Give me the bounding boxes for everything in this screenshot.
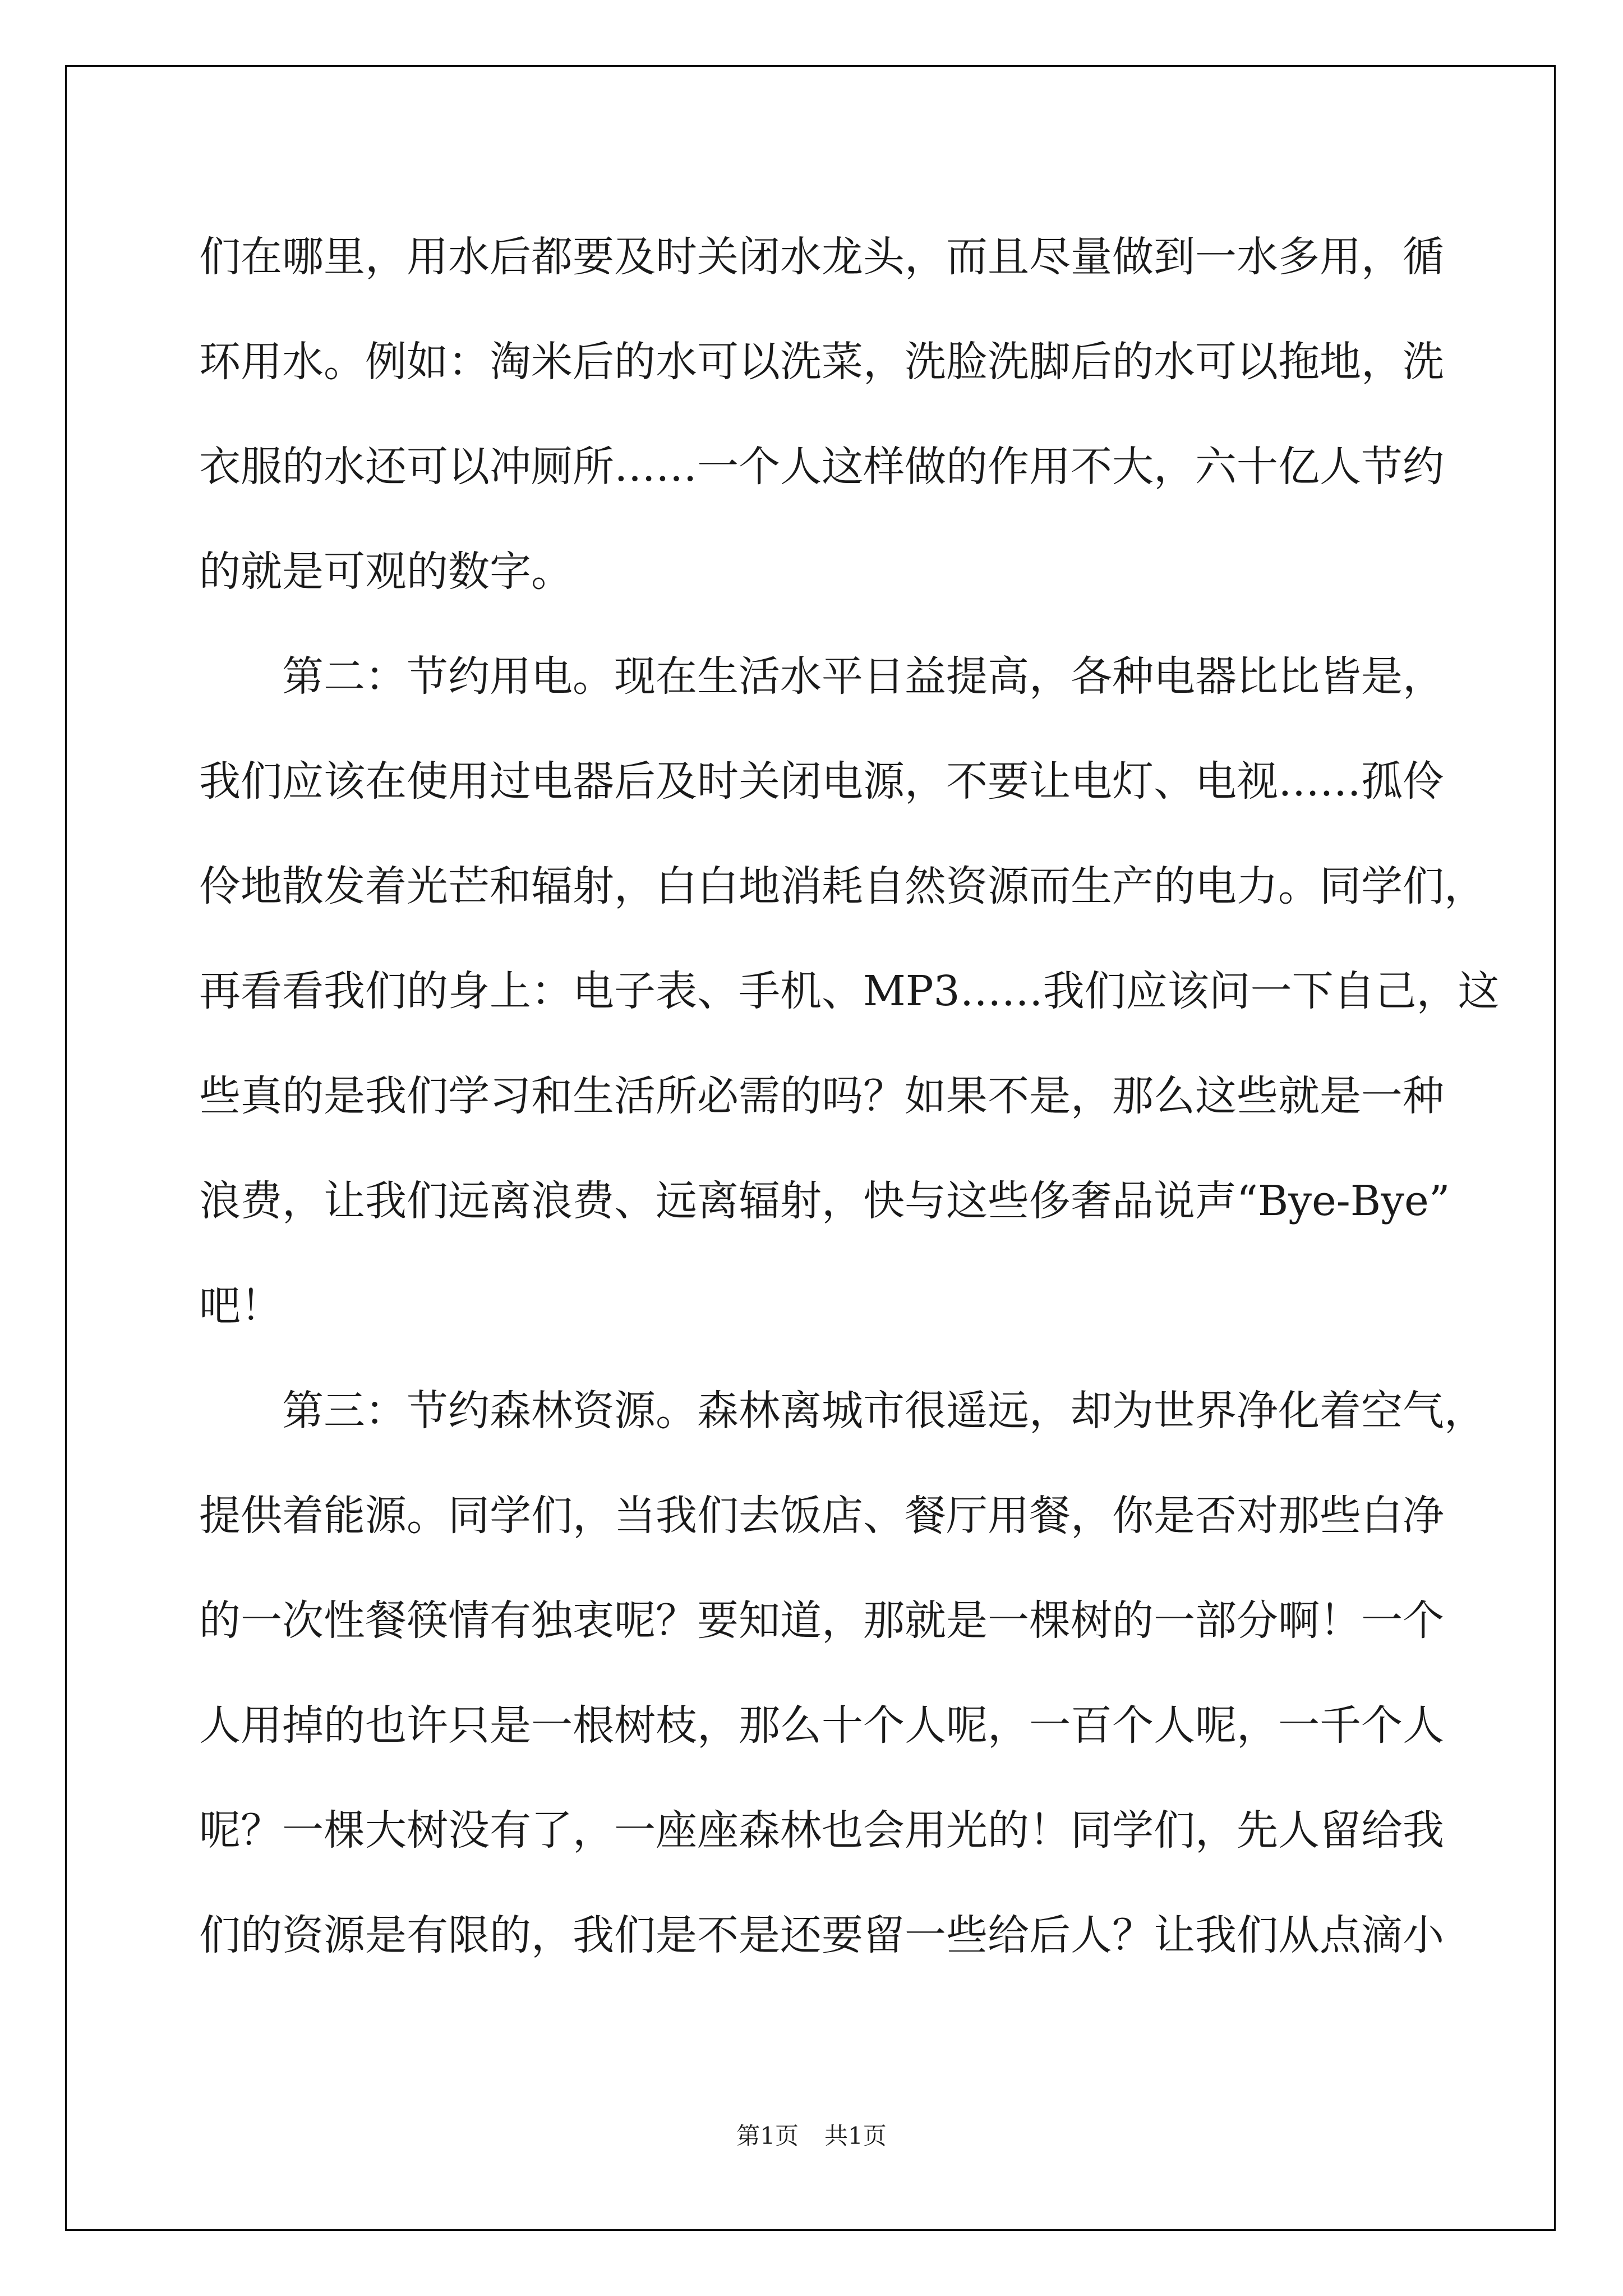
document-body [199, 205, 1500, 1988]
text-line: 吧！ [199, 1282, 282, 1330]
page-number: 第1页 [736, 2122, 799, 2150]
text-line: 的就是可观的数字。 [199, 547, 573, 596]
page-total: 共1页 [824, 2122, 887, 2150]
text-line: 的一次性餐筷情有独衷呢？要知道，那就是一棵树的一部分啊！一个 [199, 1596, 1444, 1645]
text-line: 提供着能源。同学们，当我们去饭店、餐厅用餐，你是否对那些白净 [199, 1492, 1444, 1540]
text-line: 环用水。例如：淘米后的水可以洗菜，洗脸洗脚后的水可以拖地，洗 [199, 338, 1444, 386]
text-line: 们在哪里，用水后都要及时关闭水龙头，而且尽量做到一水多用，循 [199, 233, 1444, 281]
text-line: 呢？一棵大树没有了，一座座森林也会用光的！同学们，先人留给我 [199, 1806, 1444, 1855]
text-line: 伶地散发着光芒和辐射，白白地消耗自然资源而生产的电力。同学们， [199, 862, 1486, 910]
text-line: 第三：节约森林资源。森林离城市很遥远，却为世界净化着空气， [282, 1387, 1486, 1435]
text-line: 些真的是我们学习和生活所必需的吗？如果不是，那么这些就是一种 [199, 1072, 1444, 1120]
page-footer [0, 2118, 1623, 2151]
text-line: 第二：节约用电。现在生活水平日益提高，各种电器比比皆是， [282, 652, 1444, 701]
text-line: 人用掉的也许只是一根树枝，那么十个人呢，一百个人呢，一千个人 [199, 1701, 1444, 1750]
text-line: 我们应该在使用过电器后及时关闭电源，不要让电灯、电视……孤伶 [199, 757, 1444, 806]
text-line: 衣服的水还可以冲厕所……一个人这样做的作用不大，六十亿人节约 [199, 443, 1444, 491]
text-line: 们的资源是有限的，我们是不是还要留一些给后人？让我们从点滴小 [199, 1911, 1444, 1959]
text-line: 浪费，让我们远离浪费、远离辐射，快与这些侈奢品说声“Bye-Bye” [199, 1177, 1450, 1225]
text-line: 再看看我们的身上：电子表、手机、MP3……我们应该问一下自己，这 [199, 967, 1500, 1015]
